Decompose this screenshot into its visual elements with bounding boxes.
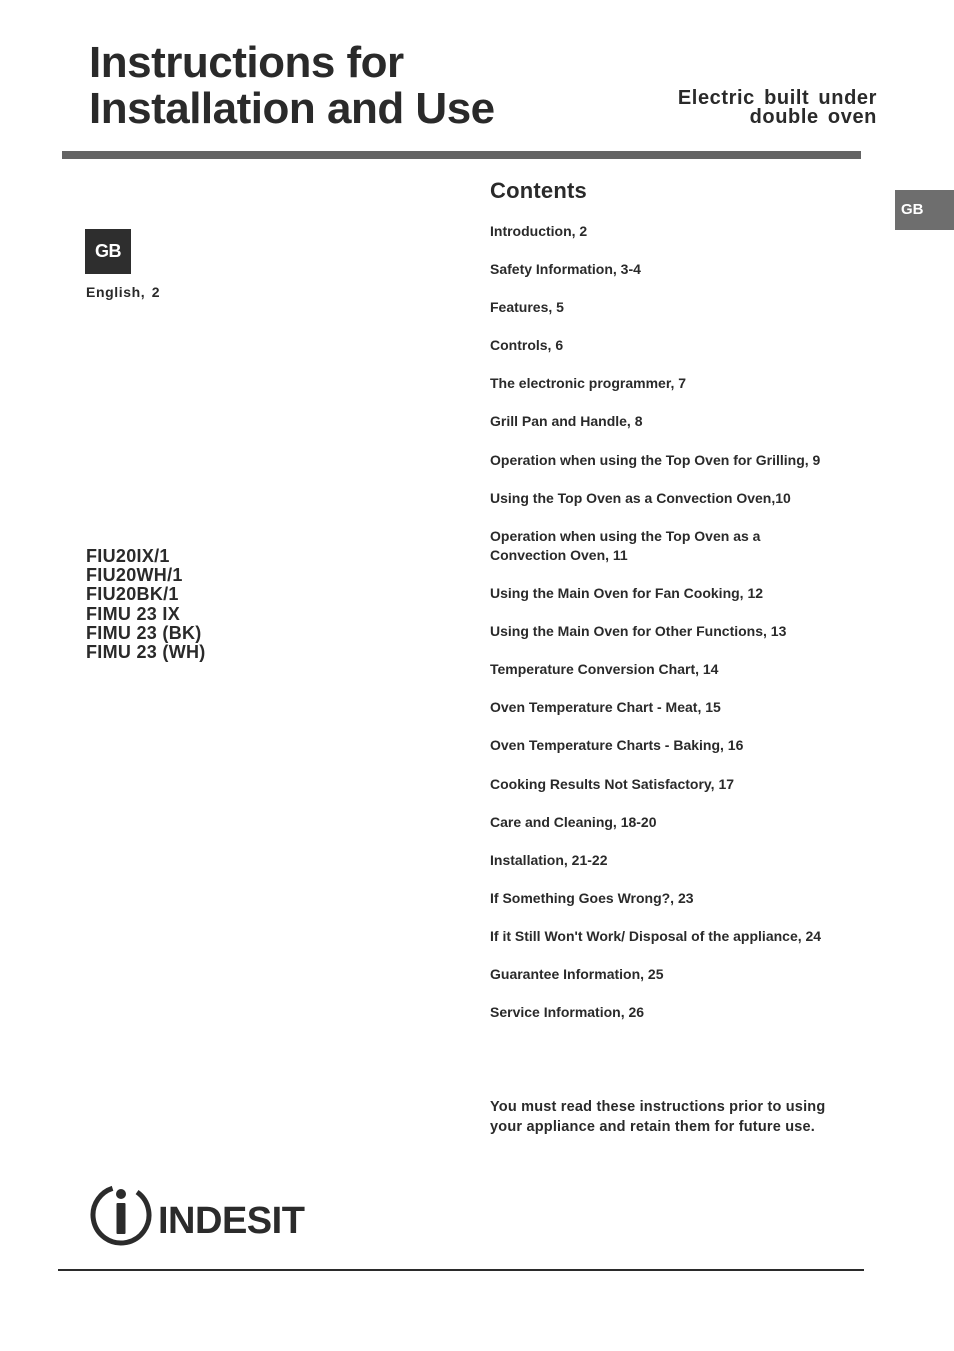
toc-item: Service Information, 26 xyxy=(490,1004,645,1020)
toc-item: Safety Information, 3-4 xyxy=(490,261,641,277)
product-type-line-1: Electric built under xyxy=(677,87,877,109)
toc-item: If Something Goes Wrong?, 23 xyxy=(490,890,694,906)
model-item: FIMU 23 (WH) xyxy=(86,642,206,663)
toc-item: The electronic programmer, 7 xyxy=(490,375,687,391)
toc-item: Care and Cleaning, 18-20 xyxy=(490,814,657,830)
contents-heading: Contents xyxy=(490,178,587,203)
title-line-2: Installation and Use xyxy=(89,84,495,133)
toc-item: Controls, 6 xyxy=(490,337,564,353)
toc-item: Cooking Results Not Satisfactory, 17 xyxy=(490,776,735,792)
toc-item: Introduction, 2 xyxy=(490,223,588,239)
toc-item: Using the Main Oven for Fan Cooking, 12 xyxy=(490,585,764,601)
toc-item: Operation when using the Top Oven for Grilling, 9 xyxy=(490,452,821,468)
language-side-tab: GB xyxy=(895,190,954,230)
model-item: FIU20BK/1 xyxy=(86,584,179,605)
model-item: FIMU 23 (BK) xyxy=(86,622,202,643)
toc-item: Temperature Conversion Chart, 14 xyxy=(490,661,719,677)
model-item: FIMU 23 IX xyxy=(86,603,181,624)
indesit-logo xyxy=(88,1182,320,1248)
toc-item: Oven Temperature Charts - Baking, 16 xyxy=(490,737,744,753)
toc-item: Operation when using the Top Oven as a Convection Oven, 11 xyxy=(490,528,761,563)
toc-item: Grill Pan and Handle, 8 xyxy=(490,413,643,429)
read-instructions-notice: You must read these instructions prior to using your appliance and retain them for future use. xyxy=(490,1099,826,1135)
model-item: FIU20WH/1 xyxy=(86,565,183,586)
language-badge: GB xyxy=(85,229,131,274)
document-title xyxy=(89,40,495,132)
brand-wordmark: INDESIT xyxy=(158,1200,305,1242)
model-item: FIU20IX/1 xyxy=(86,546,170,566)
toc-item: Using the Main Oven for Other Functions, 13 xyxy=(490,623,787,639)
toc-item: Guarantee Information, 25 xyxy=(490,966,664,982)
product-type-line-2: double oven xyxy=(749,106,877,128)
language-entry: English, 2 xyxy=(86,284,161,300)
model-list xyxy=(86,547,206,662)
toc-item: Installation, 21-22 xyxy=(490,852,608,868)
footer-divider xyxy=(58,1269,864,1271)
header-divider xyxy=(62,151,861,159)
toc-item: Features, 5 xyxy=(490,299,564,315)
toc-item: Oven Temperature Chart - Meat, 15 xyxy=(490,699,721,715)
title-line-1: Instructions for xyxy=(89,38,404,87)
toc-item: If it Still Won't Work/ Disposal of the appliance, 24 xyxy=(490,928,822,944)
toc-item: Using the Top Oven as a Convection Oven,10 xyxy=(490,490,791,506)
product-type xyxy=(678,89,877,127)
